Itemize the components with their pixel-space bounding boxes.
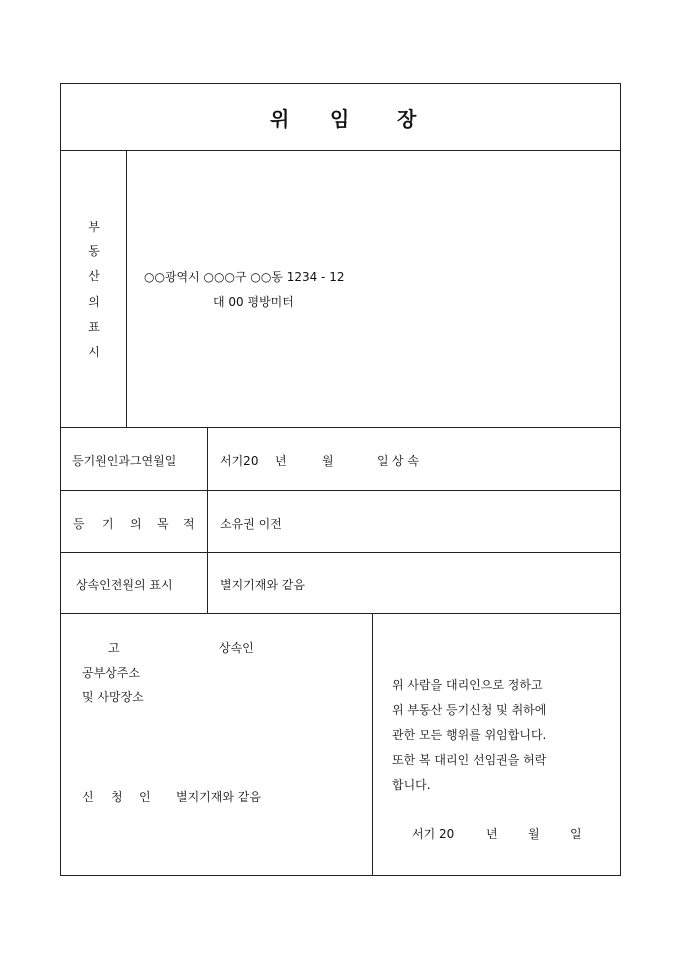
row-divider-cause (60, 490, 621, 491)
row-divider-title (60, 150, 621, 151)
deceased-label: 고 (108, 641, 120, 655)
title-char: 위 (270, 107, 290, 131)
row-divider-purpose (60, 552, 621, 553)
heir-display-label: 상속인전원의 표시 (76, 578, 173, 592)
heir-display-value: 별지기재와 같음 (220, 578, 305, 592)
property-label-divider (126, 150, 127, 428)
outer-top-border (60, 83, 621, 84)
outer-right-border (620, 83, 621, 876)
bottom-column-divider (372, 613, 373, 876)
cause-month-label: 월 (322, 454, 334, 468)
outer-bottom-border (60, 875, 621, 876)
title-char: 장 (397, 107, 417, 131)
heir-label: 상속인 (219, 641, 254, 655)
purpose-value: 소유권 이전 (220, 517, 282, 531)
row-divider-property (60, 427, 621, 428)
property-address: ○○광역시 ○○○구 ○○동 1234 - 12 (144, 270, 345, 284)
delegation-day-label: 일 (570, 827, 582, 841)
title-char: 임 (330, 107, 350, 131)
cause-year-label: 년 (275, 454, 287, 468)
label-column-divider (207, 427, 208, 614)
cause-value: 상 속 (392, 454, 419, 468)
property-area: 대 00 평방미터 (213, 295, 294, 309)
death-place-label: 및 사망장소 (82, 690, 144, 704)
cause-label: 등기원인과그연월일 (72, 454, 177, 468)
outer-left-border (60, 83, 61, 876)
registered-address-label: 공부상주소 (82, 666, 140, 680)
cause-day-label: 일 (377, 454, 389, 468)
delegation-date-prefix: 서기 20 (412, 827, 455, 841)
delegation-year-label: 년 (486, 827, 498, 841)
delegation-month-label: 월 (528, 827, 540, 841)
applicant-value: 별지기재와 같음 (176, 790, 261, 804)
cause-date-prefix: 서기20 (220, 454, 259, 468)
row-divider-heir (60, 613, 621, 614)
